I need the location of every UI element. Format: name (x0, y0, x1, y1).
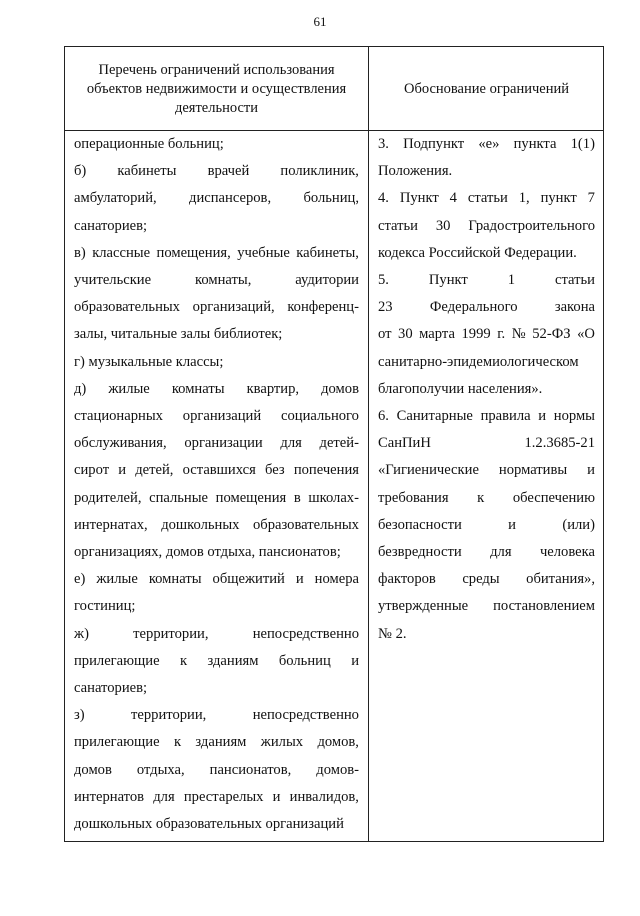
header-justification: Обоснование ограничений (404, 80, 569, 97)
justification-text-line: СанПиН 1.2.3685-21 (378, 435, 595, 452)
restriction-text-line: санаториев; (74, 680, 148, 696)
restriction-text-line: родителей, спальные помещения в школах- (74, 489, 359, 506)
restriction-text-line: образовательных организаций, конференц- (74, 299, 359, 316)
justification-text-line: Положения. (378, 163, 453, 180)
justification-text-line: факторов среды обитания», (378, 571, 595, 588)
header-restrictions-list: Перечень ограничений использования объектов недвижимости и осуществления деятельности (86, 61, 347, 116)
justification-text-line: кодекса Российской Федерации. (378, 244, 577, 261)
justification-text-line: безопасности и (или) (378, 516, 595, 533)
restriction-text-line: амбулаторий, диспансеров, больниц, (74, 190, 359, 207)
restriction-text-line: в) классные помещения, учебные кабинеты, (74, 244, 359, 261)
justification-text-line: санитарно-эпидемиологическом (378, 353, 579, 370)
restriction-text-line: санаториев; (74, 217, 148, 234)
restriction-text-line: прилегающие к зданиям больниц и (74, 652, 359, 669)
restriction-text-line: учительские комнаты, аудитории (74, 272, 359, 288)
restriction-text-line: з) территории, непосредственно (74, 707, 359, 724)
justification-text-line: безвредности для человека (378, 544, 595, 560)
restriction-text-line: стационарных организаций социального (74, 408, 359, 424)
restriction-text-line: домов отдыха, пансионатов, домов- (74, 761, 359, 778)
justification-text-line: 4. Пункт 4 статьи 1, пункт 7 (378, 190, 595, 207)
justification-text-line: требования к обеспечению (378, 489, 595, 506)
justification-text-line: 3. Подпункт «е» пункта 1(1) (378, 136, 595, 152)
justification-text-line: 5. Пункт 1 статьи (378, 272, 595, 288)
restriction-text-line: ж) территории, непосредственно (74, 625, 359, 642)
justification-text-line: «Гигиенические нормативы и (378, 462, 595, 479)
restriction-text-line: д) жилые комнаты квартир, домов (74, 380, 359, 397)
justification-text-line: статьи 30 Градостроительного (378, 217, 595, 234)
restriction-text-line: гостиниц; (74, 598, 136, 615)
restriction-text-line: прилегающие к зданиям жилых домов, (74, 734, 359, 751)
restriction-text-line: сирот и детей, оставшихся без попечения (74, 462, 359, 479)
justification-text-line: № 2. (378, 625, 407, 642)
page-number: 61 (313, 14, 327, 29)
restriction-text-line: дошкольных образовательных организаций (74, 816, 344, 832)
restriction-text-line: организациях, домов отдыха, пансионатов; (74, 544, 341, 560)
restriction-text-line: залы, читальные залы библиотек; (74, 326, 283, 343)
justification-text-line: от 30 марта 1999 г. № 52-ФЗ «О (378, 326, 595, 343)
restriction-text-line: г) музыкальные классы; (74, 353, 224, 370)
table-header-row (65, 47, 603, 131)
restriction-text-line: операционные больниц; (74, 136, 224, 152)
justification-text-line: благополучии населения». (378, 380, 543, 397)
justification-text-line: 23 Федерального закона (378, 299, 595, 316)
restriction-text-line: интернатах, дошкольных образовательных (74, 516, 359, 533)
restrictions-table (64, 46, 604, 842)
restriction-text-line: обслуживания, организации для детей- (74, 435, 359, 452)
restriction-text-line: е) жилые комнаты общежитий и номера (74, 571, 359, 588)
justification-text-line: утвержденные постановлением (378, 598, 595, 615)
column-divider (368, 47, 369, 841)
restriction-text-line: б) кабинеты врачей поликлиник, (74, 163, 359, 180)
restriction-text-line: интернатов для престарелых и инвалидов, (74, 788, 359, 805)
justification-text-line: 6. Санитарные правила и нормы (378, 408, 595, 424)
